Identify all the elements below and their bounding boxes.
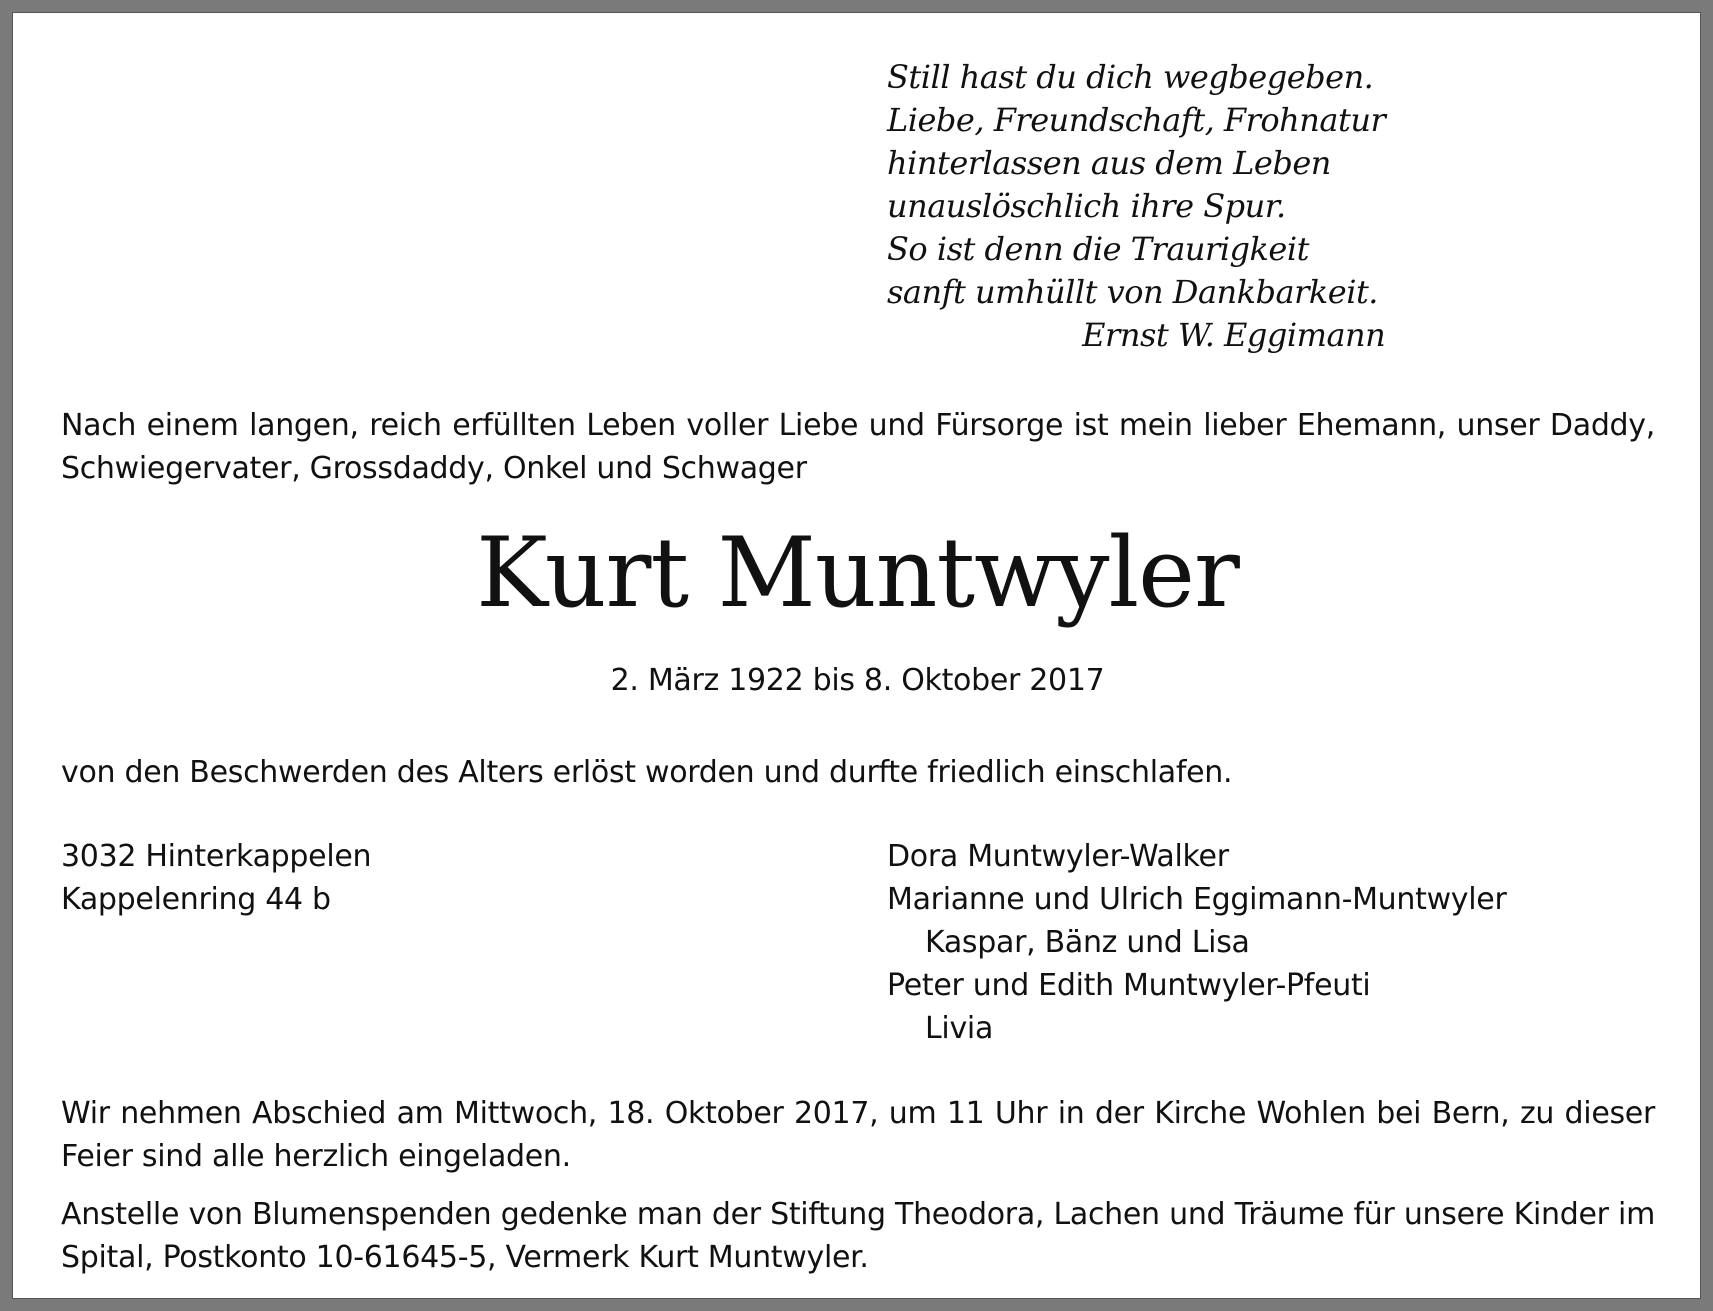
address-line-street: Kappelenring 44 b — [61, 882, 331, 917]
mourner-name: Dora Muntwyler-Walker — [887, 839, 1229, 874]
mourner-name: Marianne und Ulrich Eggimann-Muntwyler — [887, 882, 1507, 917]
donation-paragraph: Anstelle von Blumenspenden gedenke man der Stiftung Theodora, Lachen und Träume für unsere Kinder im Spital, Postkonto 10-61645-5, Vermerk Kurt Muntwyler. — [61, 1197, 1655, 1275]
poem-line: So ist denn die Traurigkeit — [887, 230, 1309, 268]
address-line-city: 3032 Hinterkappelen — [61, 839, 372, 874]
poem-line: Still hast du dich wegbegeben. — [887, 58, 1374, 96]
obituary-card — [12, 12, 1701, 1299]
intro-paragraph: Nach einem langen, reich erfüllten Leben voller Liebe und Fürsorge ist mein lieber Ehemann, unser Daddy, Schwiegervater, Grossdaddy, Onkel und Schwager — [61, 408, 1655, 486]
poem — [887, 56, 1385, 357]
mourner-name: Kaspar, Bänz und Lisa — [925, 925, 1250, 960]
poem-line: Liebe, Freundschaft, Frohnatur — [887, 101, 1386, 139]
continuation-paragraph: von den Beschwerden des Alters erlöst worden und durfte friedlich einschlafen. — [61, 755, 1233, 790]
mourner-name: Livia — [925, 1011, 994, 1046]
life-dates: 2. März 1922 bis 8. Oktober 2017 — [610, 663, 1105, 698]
poem-line: hinterlassen aus dem Leben — [887, 144, 1331, 182]
poem-line: sanft umhüllt von Dankbarkeit. — [887, 273, 1378, 311]
address-block — [61, 835, 371, 921]
mourner-name: Peter und Edith Muntwyler-Pfeuti — [887, 968, 1371, 1003]
mourners-list — [887, 835, 1506, 1050]
farewell-paragraph: Wir nehmen Abschied am Mittwoch, 18. Oktober 2017, um 11 Uhr in der Kirche Wohlen bei Bern, zu dieser Feier sind alle herzlich eingeladen. — [61, 1096, 1655, 1174]
deceased-name: Kurt Muntwyler — [476, 517, 1239, 629]
poem-line: unauslöschlich ihre Spur. — [887, 187, 1286, 225]
poem-author: Ernst W. Eggimann — [1082, 316, 1386, 354]
